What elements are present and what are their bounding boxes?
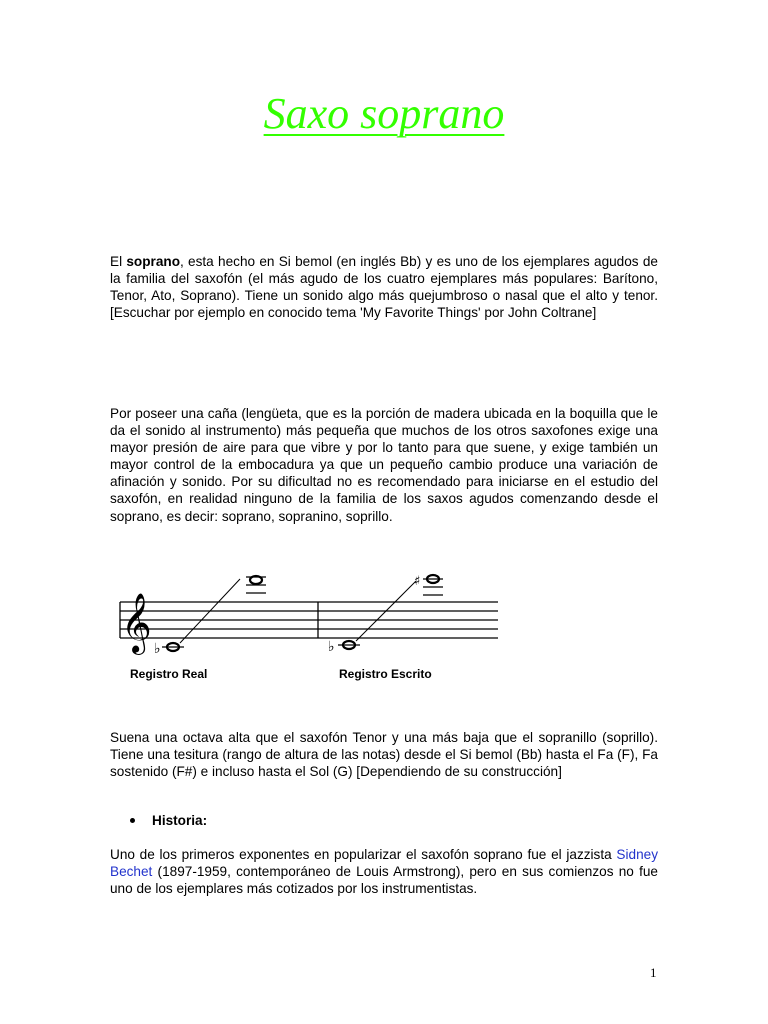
label-registro-escrito: Registro Escrito bbox=[339, 667, 432, 681]
historia-text-rest: (1897-1959, contemporáneo de Louis Armstrong), pero en sus comienzos no fue uno de los ejemplares más cotizados por los instrumentistas. bbox=[110, 864, 658, 897]
bullet-historia bbox=[130, 812, 207, 829]
svg-text:♯: ♯ bbox=[414, 574, 421, 589]
historia-text-start: Uno de los primeros exponentes en popularizar el saxofón soprano fue el jazzista bbox=[110, 847, 617, 862]
staff-lines bbox=[120, 602, 498, 638]
paragraph-historia bbox=[110, 846, 658, 897]
sidney-bechet-link[interactable]: Sidney Bechet bbox=[110, 847, 658, 880]
page-number: 1 bbox=[650, 965, 657, 980]
paragraph-cana: Por poseer una caña (lengüeta, que es la porción de madera ubicada en la boquilla que le da el sonido al instrumento) más pequeña que muchos de los otros saxofones exige una mayor presión de aire para que vibre y por lo tanto para que suene, y exige también un mayor control de la embocadura ya que un pequeño cambio produce una variación de afinación y sonido. Por su dificultad no es recomendado para iniciarse en el estudio del saxofón, en realidad ninguno de la familia de los saxos agudos comenzando desde el soprano, es decir: soprano, sopranino, soprillo. bbox=[110, 406, 658, 524]
soprano-bold-term: soprano bbox=[126, 254, 180, 269]
svg-text:♭: ♭ bbox=[154, 641, 161, 657]
paragraph-intro bbox=[110, 253, 658, 321]
intro-text-start: El bbox=[110, 254, 127, 269]
svg-text:♭: ♭ bbox=[328, 639, 335, 655]
note-written-high bbox=[414, 574, 443, 595]
paragraph-tesitura: Suena una octava alta que el saxofón Tenor y una más baja que el sopranillo (soprillo). Tiene una tesitura (rango de altura de las notas) desde el Si bemol (Bb) hasta el Fa (F), Fa sostenido (F#) e incluso hasta el Sol (G) [Dependiendo de su construcción] bbox=[110, 730, 658, 780]
bullet-dot-icon bbox=[130, 818, 135, 823]
note-real-low bbox=[154, 641, 184, 657]
page-title: Saxo soprano bbox=[263, 89, 505, 138]
treble-clef-icon: 𝄞 bbox=[121, 593, 152, 653]
intro-text-rest: , esta hecho en Si bemol (en inglés Bb) y es uno de los ejemplares agudos de la familia del saxofón (el más agudo de los cuatro ejemplares más populares: Barítono, Tenor, Ato, Soprano). Tiene un sonido algo más quejumbroso o nasal que el alto y tenor. [Escuchar por ejemplo en conocido tema 'My Favorite Things' por John Coltrane] bbox=[110, 254, 658, 321]
register-figure bbox=[110, 565, 510, 690]
note-written-low bbox=[328, 639, 360, 655]
label-registro-real: Registro Real bbox=[130, 667, 208, 681]
historia-heading: Historia: bbox=[152, 813, 208, 828]
music-staff-image bbox=[110, 565, 510, 690]
note-real-high bbox=[246, 576, 266, 593]
